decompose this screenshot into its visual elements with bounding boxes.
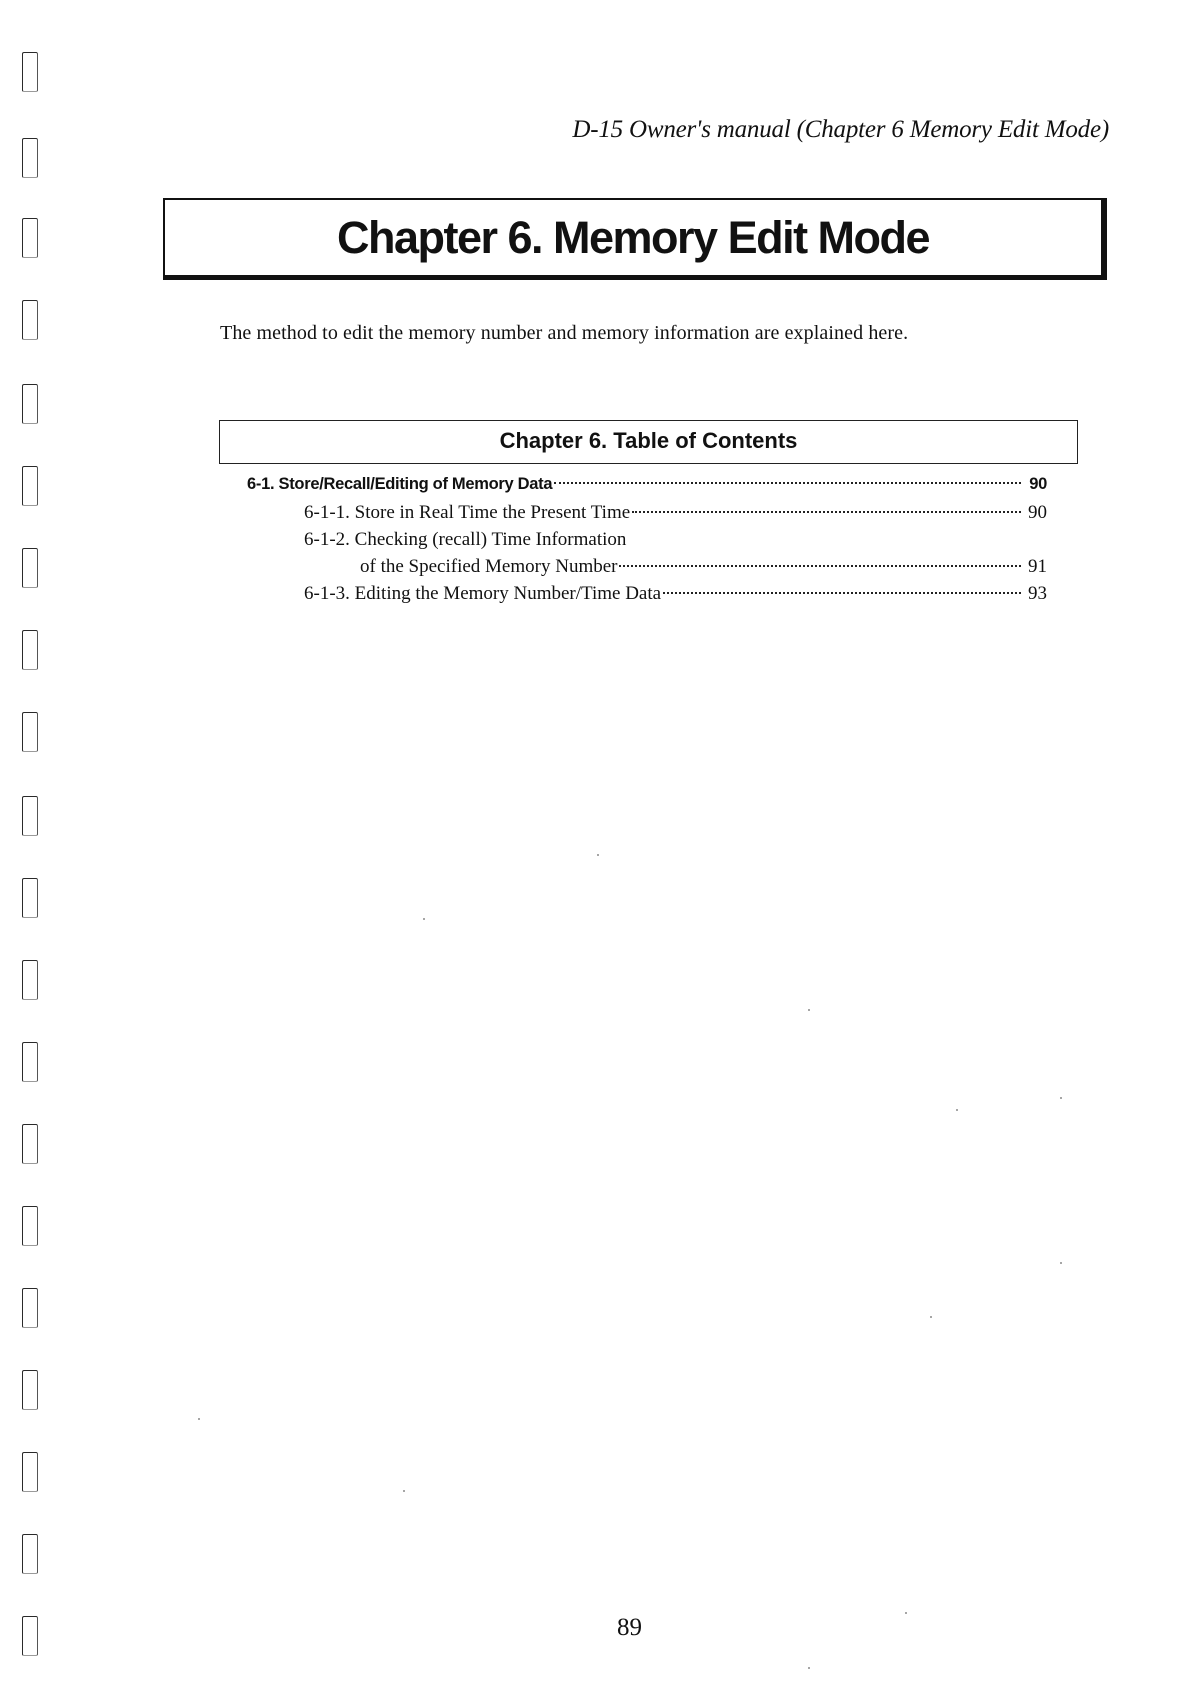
speck — [403, 1490, 405, 1492]
toc-entry-page: 90 — [1028, 502, 1047, 523]
chapter-title: Chapter 6. Memory Edit Mode — [336, 212, 930, 263]
binding-hole-icon — [22, 1370, 38, 1410]
toc-entry-6-1-2-continued[interactable] — [247, 556, 1047, 583]
speck — [956, 1109, 958, 1111]
binding-hole-icon — [22, 548, 38, 588]
chapter-title-box — [163, 198, 1107, 280]
speck — [423, 918, 425, 920]
toc-entry-text: 6-1-1. Store in Real Time the Present Time — [304, 502, 631, 523]
binding-hole-icon — [22, 52, 38, 92]
speck — [808, 1009, 810, 1011]
binding-hole-icon — [22, 1124, 38, 1164]
binding-hole-icon — [22, 384, 38, 424]
table-of-contents — [247, 475, 1047, 610]
toc-entry-page: 91 — [1028, 556, 1047, 577]
speck — [808, 1667, 810, 1669]
toc-entry-6-1-1[interactable] — [247, 502, 1047, 529]
speck — [930, 1316, 932, 1318]
toc-entry-6-1[interactable] — [247, 475, 1047, 502]
dot-leader — [554, 482, 1021, 484]
binding-hole-icon — [22, 1042, 38, 1082]
speck — [1060, 1097, 1062, 1099]
binding-hole-icon — [22, 218, 38, 258]
toc-entry-text: 6-1. Store/Recall/Editing of Memory Data — [247, 475, 553, 493]
binding-hole-icon — [22, 878, 38, 918]
toc-entry-text: 6-1-3. Editing the Memory Number/Time Data — [304, 583, 662, 604]
binding-hole-icon — [22, 796, 38, 836]
dot-leader — [619, 565, 1021, 567]
speck — [1060, 1262, 1062, 1264]
running-header: D-15 Owner's manual (Chapter 6 Memory Edit Mode) — [572, 116, 1109, 143]
binding-hole-icon — [22, 300, 38, 340]
toc-entry-6-1-3[interactable] — [247, 583, 1047, 610]
binding-hole-icon — [22, 1452, 38, 1492]
binding-hole-icon — [22, 466, 38, 506]
binding-holes — [0, 0, 60, 1685]
dot-leader — [632, 511, 1021, 513]
binding-hole-icon — [22, 1206, 38, 1246]
toc-entry-page: 93 — [1028, 583, 1047, 604]
toc-heading: Chapter 6. Table of Contents — [499, 428, 798, 453]
binding-hole-icon — [22, 712, 38, 752]
binding-hole-icon — [22, 630, 38, 670]
dot-leader — [663, 592, 1021, 594]
toc-entry-6-1-2[interactable] — [247, 529, 1047, 556]
speck — [905, 1612, 907, 1614]
speck — [597, 854, 599, 856]
binding-hole-icon — [22, 138, 38, 178]
toc-entry-page: 90 — [1029, 475, 1047, 493]
toc-entry-text: of the Specified Memory Number — [360, 556, 618, 577]
binding-hole-icon — [22, 960, 38, 1000]
binding-hole-icon — [22, 1288, 38, 1328]
page-number: 89 — [617, 1614, 642, 1641]
chapter-intro: The method to edit the memory number and memory information are explained here. — [220, 322, 909, 344]
toc-heading-box — [219, 420, 1078, 464]
speck — [198, 1418, 200, 1420]
binding-hole-icon — [22, 1534, 38, 1574]
toc-entry-text: 6-1-2. Checking (recall) Time Information — [304, 529, 627, 550]
